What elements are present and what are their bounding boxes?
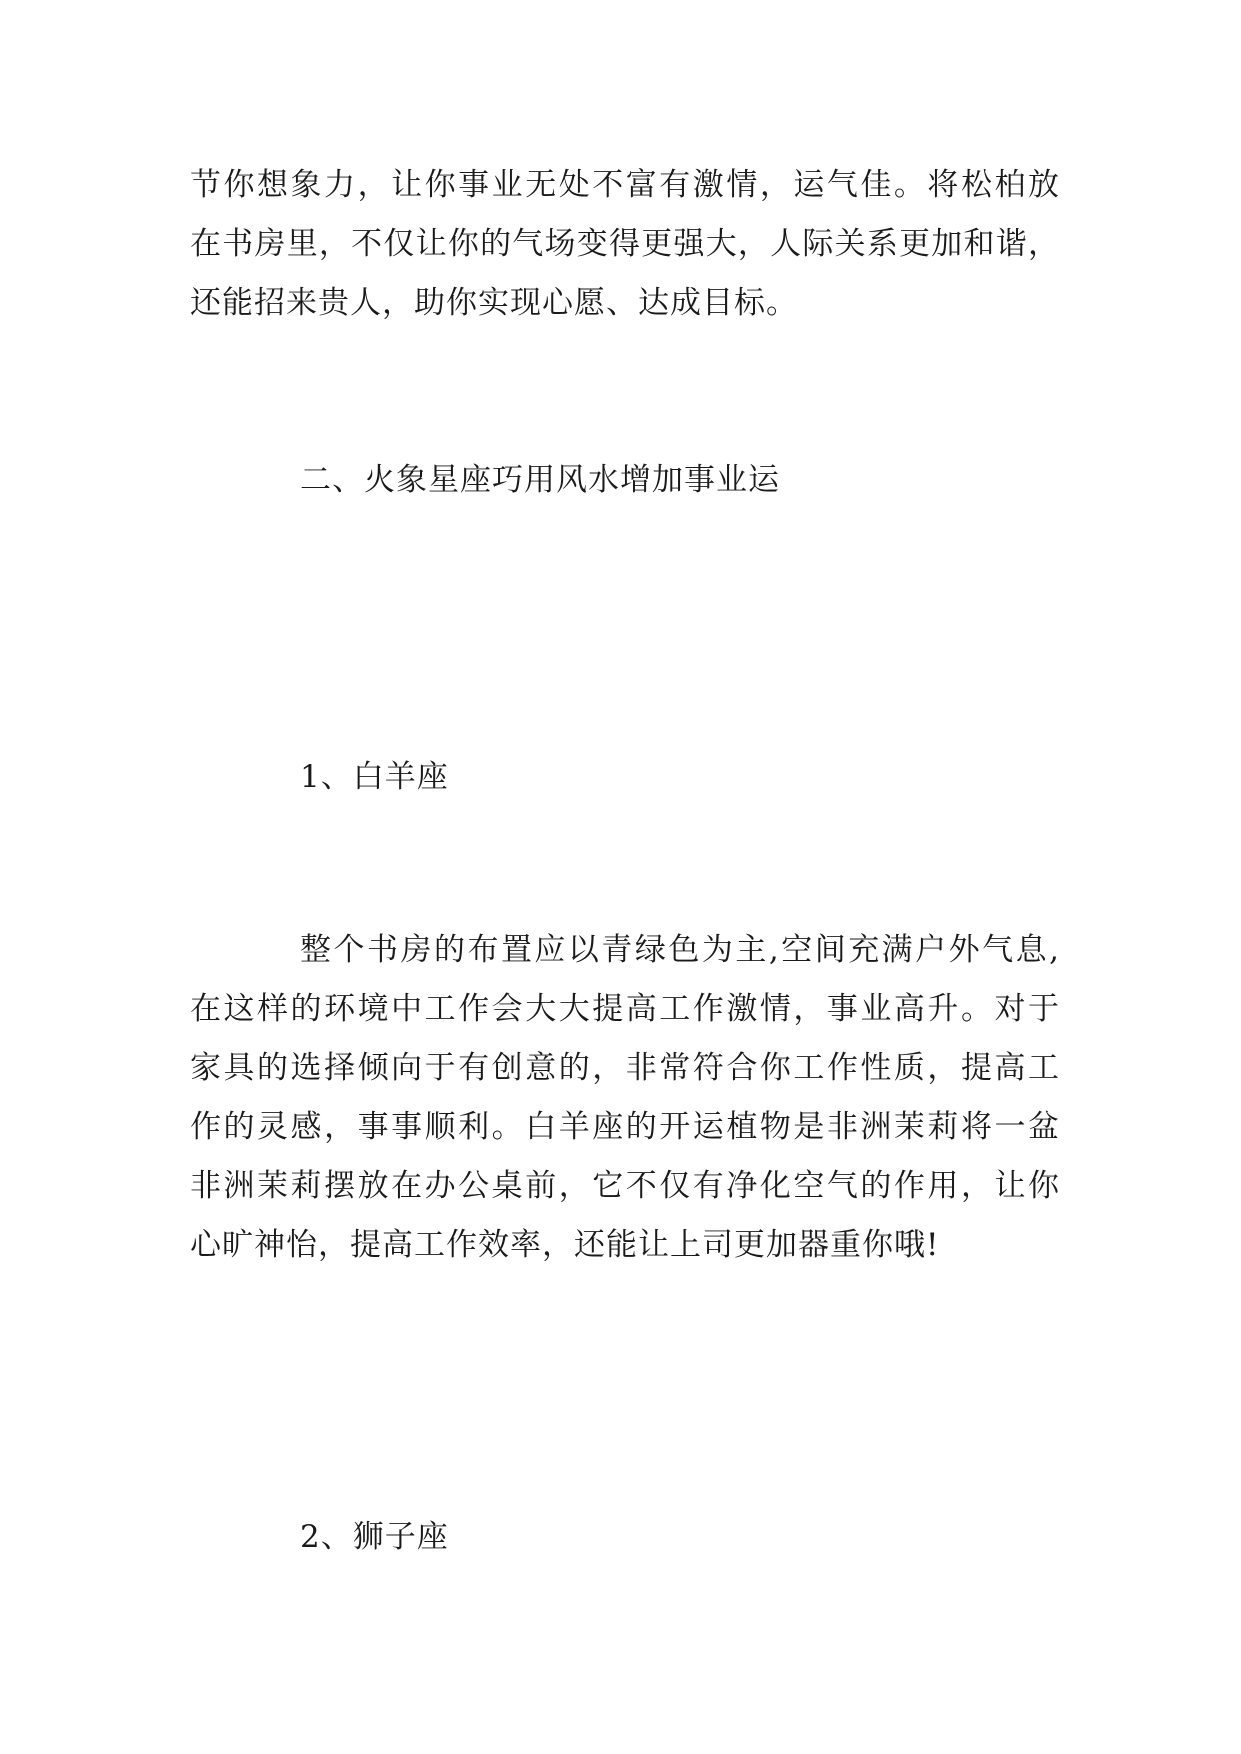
subsection-1-paragraph-line-5: 非洲茉莉摆放在办公桌前，它不仅有净化空气的作用，让你 [190, 1168, 1060, 1204]
intro-paragraph-line-3: 还能招来贵人，助你实现心愿、达成目标。 [190, 285, 798, 321]
subsection-1-paragraph-line-4: 作的灵感，事事顺利。白羊座的开运植物是非洲茉莉将一盆 [190, 1109, 1060, 1145]
subsection-1-paragraph-line-1: 整个书房的布置应以青绿色为主,空间充满户外气息, [300, 932, 1060, 968]
section-heading: 二、火象星座巧用风水增加事业运 [300, 462, 780, 498]
subsection-1-paragraph-line-6: 心旷神怡，提高工作效率，还能让上司更加器重你哦! [190, 1227, 940, 1263]
subsection-1-paragraph-line-2: 在这样的环境中工作会大大提高工作激情，事业高升。对于 [190, 991, 1060, 1027]
subsection-2-heading: 2、狮子座 [300, 1519, 449, 1555]
intro-paragraph-line-1: 节你想象力，让你事业无处不富有激情，运气佳。将松柏放 [190, 167, 1060, 203]
subsection-1-paragraph-line-3: 家具的选择倾向于有创意的，非常符合你工作性质，提高工 [190, 1050, 1060, 1086]
intro-paragraph-line-2: 在书房里，不仅让你的气场变得更强大，人际关系更加和谐， [190, 226, 1060, 262]
subsection-1-heading: 1、白羊座 [300, 759, 449, 795]
